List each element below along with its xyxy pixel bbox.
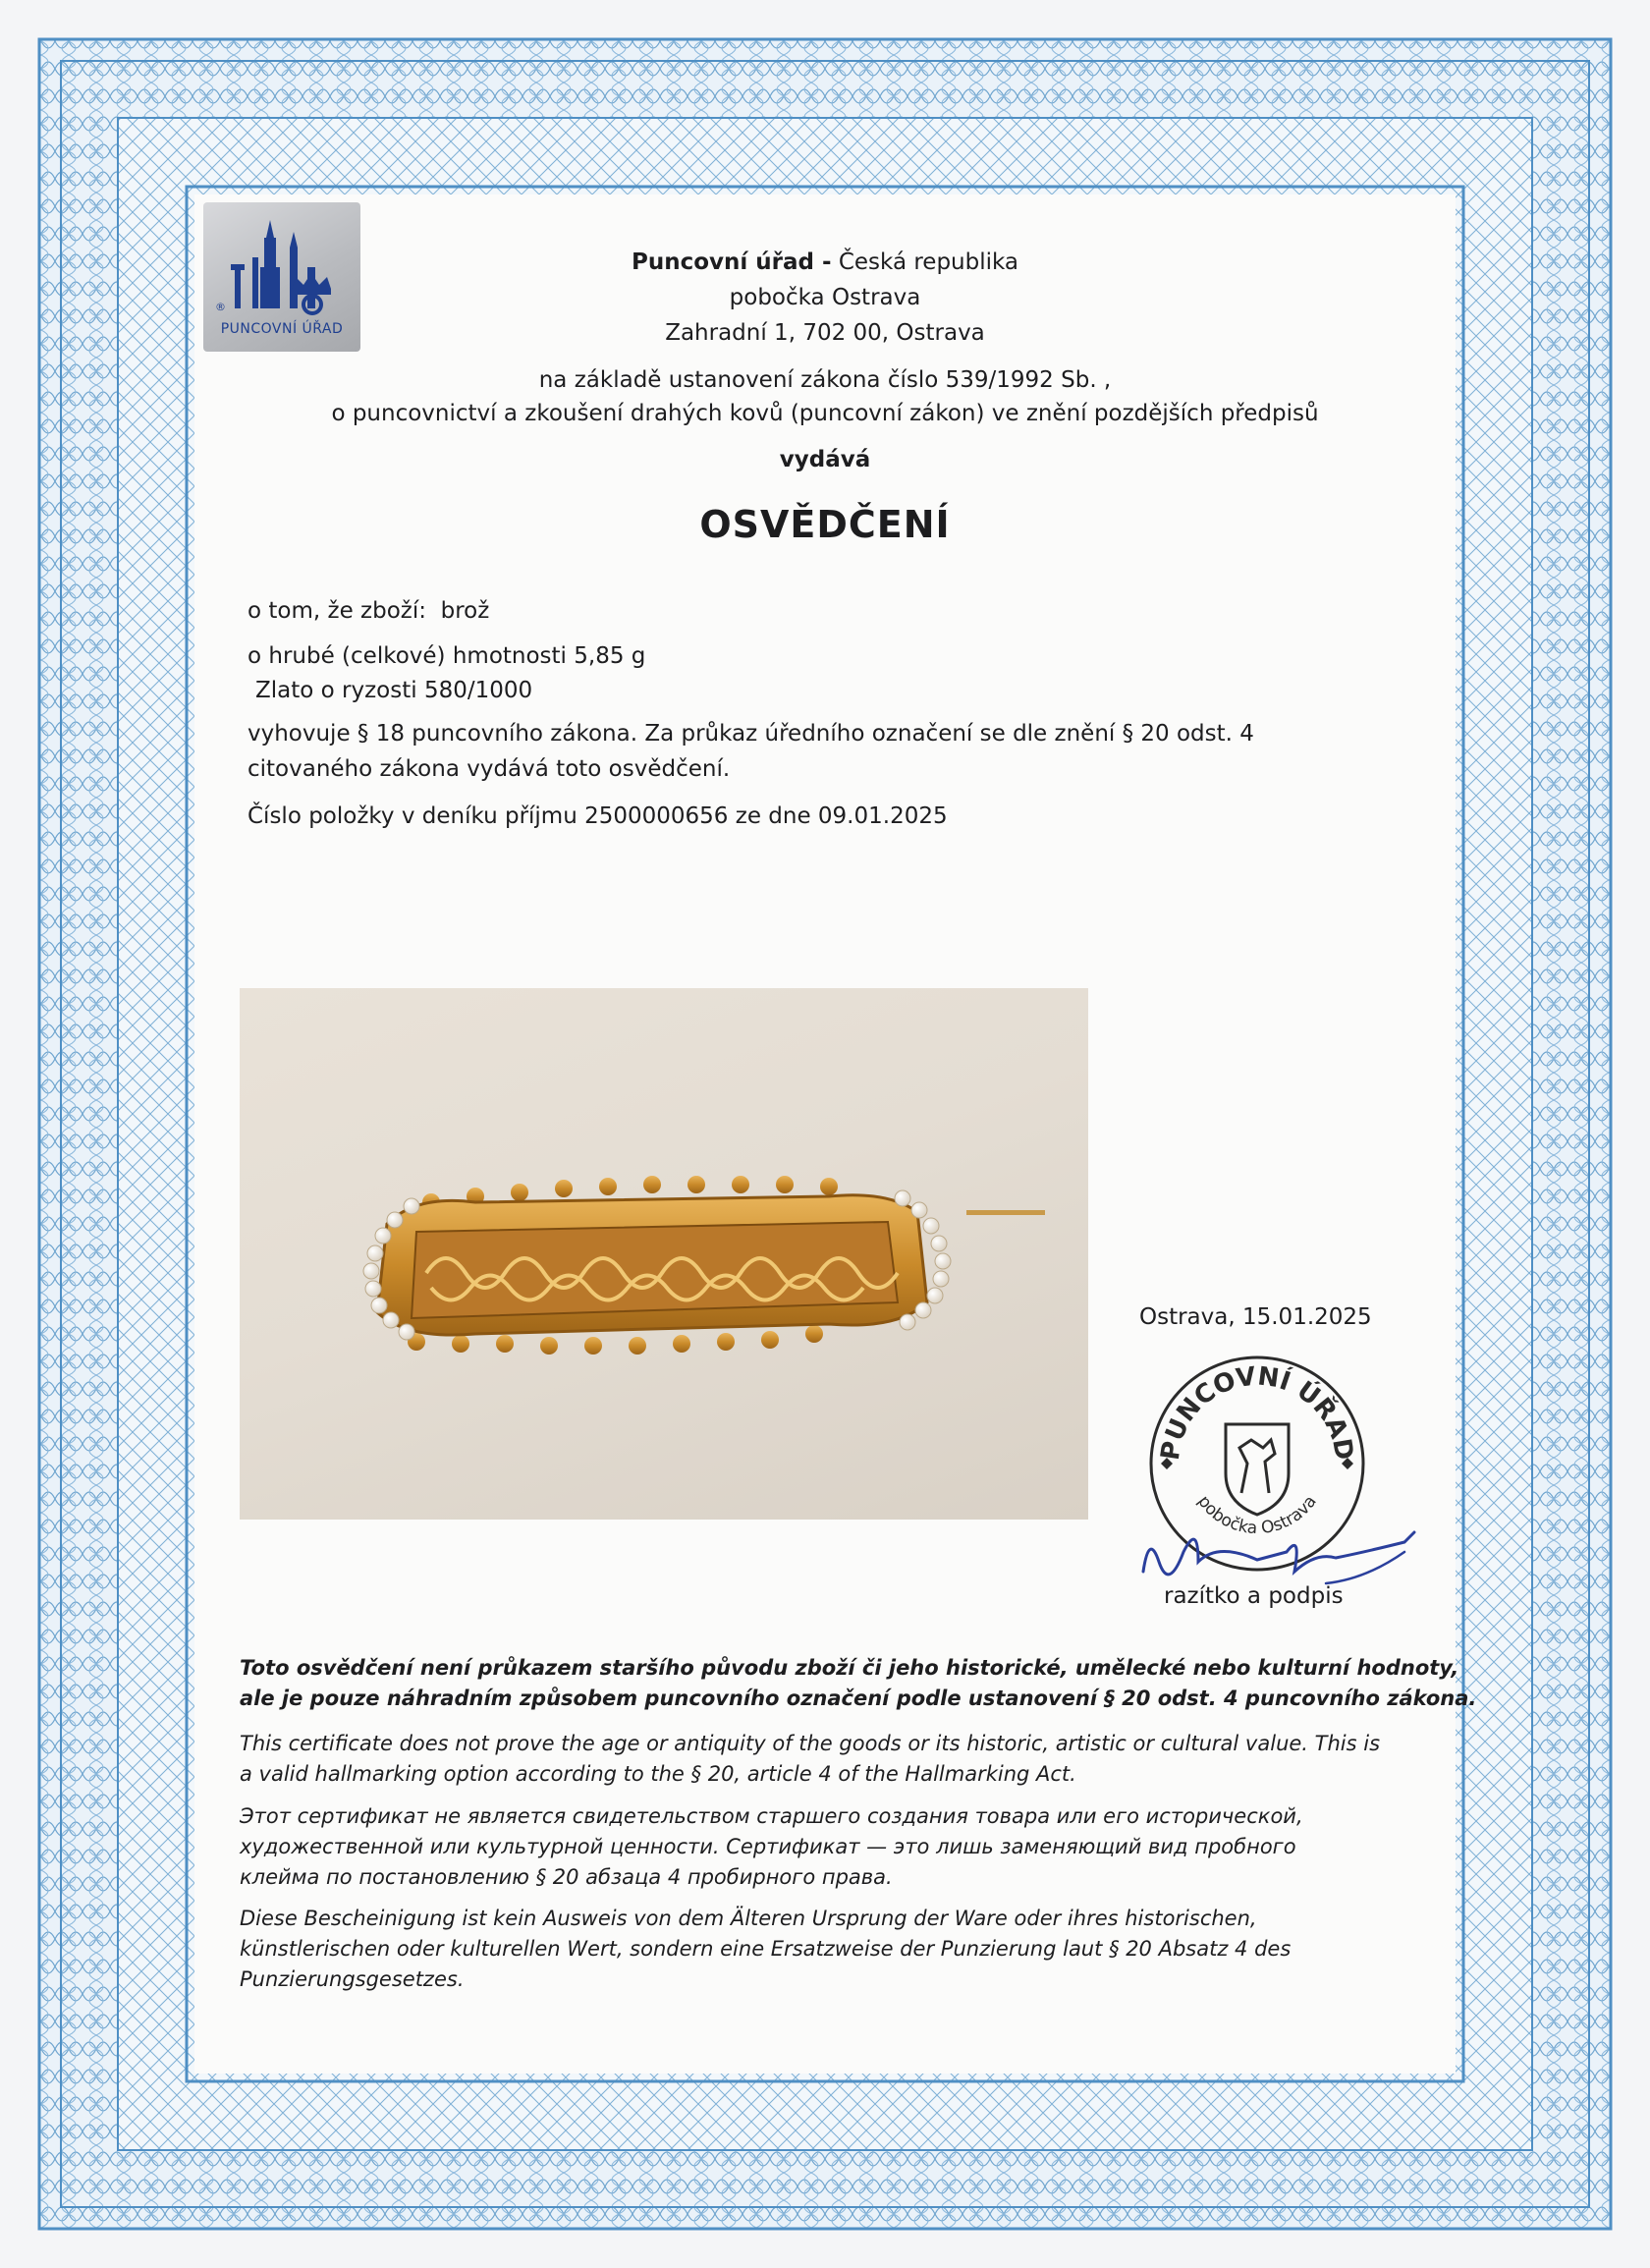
note-czech: Toto osvědčení není průkazem staršího původu zboží či jeho historické, umělecké nebo kulturní hodnoty, ale je pouze náhradním způsobem puncovního označení podle ustanovení § 20 odst. 4 puncovního zákona.	[240, 1656, 1477, 1710]
purity-line: Zlato o ryzosti 580/1000	[255, 678, 533, 703]
goods-line: o tom, že zboží: brož	[248, 598, 490, 624]
law-reference-line1: na základě ustanovení zákona číslo 539/1992 Sb. ,	[538, 367, 1112, 393]
brooch-illustration	[240, 988, 1088, 1520]
branch-name: pobočka Ostrava	[729, 285, 921, 310]
certificate-title: OSVĚDČENÍ	[699, 503, 951, 546]
stamp-signature-label: razítko a podpis	[1164, 1583, 1344, 1609]
registered-mark: ®	[215, 301, 226, 313]
office-address: Zahradní 1, 702 00, Ostrava	[665, 320, 985, 346]
journal-entry: Číslo položky v deníku příjmu 2500000656 ze dne 09.01.2025	[248, 803, 948, 829]
note-german: Diese Bescheinigung ist kein Ausweis von dem Älteren Ursprung der Ware oder ihres historischen, künstlerischen oder kulturellen Wert, sondern eine Ersatzweise der Punzierung laut § 20 Absatz 4 des Punzierungsgesetzes.	[240, 1907, 1292, 1991]
stamp-bottom-text: pobočka Ostrava	[1193, 1491, 1321, 1539]
lion-shield-icon	[1226, 1424, 1289, 1515]
law-reference-line2: o puncovnictví a zkoušení drahých kovů (puncovní zákon) ve znění pozdějších předpisů	[331, 401, 1319, 426]
logo-text: PUNCOVNÍ ÚŘAD	[220, 321, 344, 337]
stamp-top-text: PUNCOVNÍ ÚŘAD	[1155, 1361, 1359, 1463]
goods-value: brož	[440, 598, 490, 624]
note-russian: Этот сертификат не является свидетельством старшего создания товара или его исторической, художественной или культурной ценности. Сертификат — это лишь заменяющий вид пробного клейма по постановлению § 20 абзаца 4 пробирного права.	[240, 1804, 1303, 1889]
issues-label: vydává	[779, 447, 871, 472]
compliance-line1: vyhovuje § 18 puncovního zákona. Za průkaz úředního označení se dle znění § 20 odst. 4	[248, 721, 1254, 747]
weight-line: o hrubé (celkové) hmotnosti 5,85 g	[248, 643, 646, 669]
note-english: This certificate does not prove the age or antiquity of the goods or its historic, artistic or cultural value. This is a valid hallmarking option according to the § 20, article 4 of the Hallmarking Act.	[240, 1732, 1381, 1786]
place-date: Ostrava, 15.01.2025	[1139, 1304, 1372, 1330]
office-name: Puncovní úřad - Česká republika	[631, 249, 1019, 275]
brooch-photo	[240, 988, 1088, 1520]
compliance-line2: citovaného zákona vydává toto osvědčení.	[248, 756, 731, 782]
